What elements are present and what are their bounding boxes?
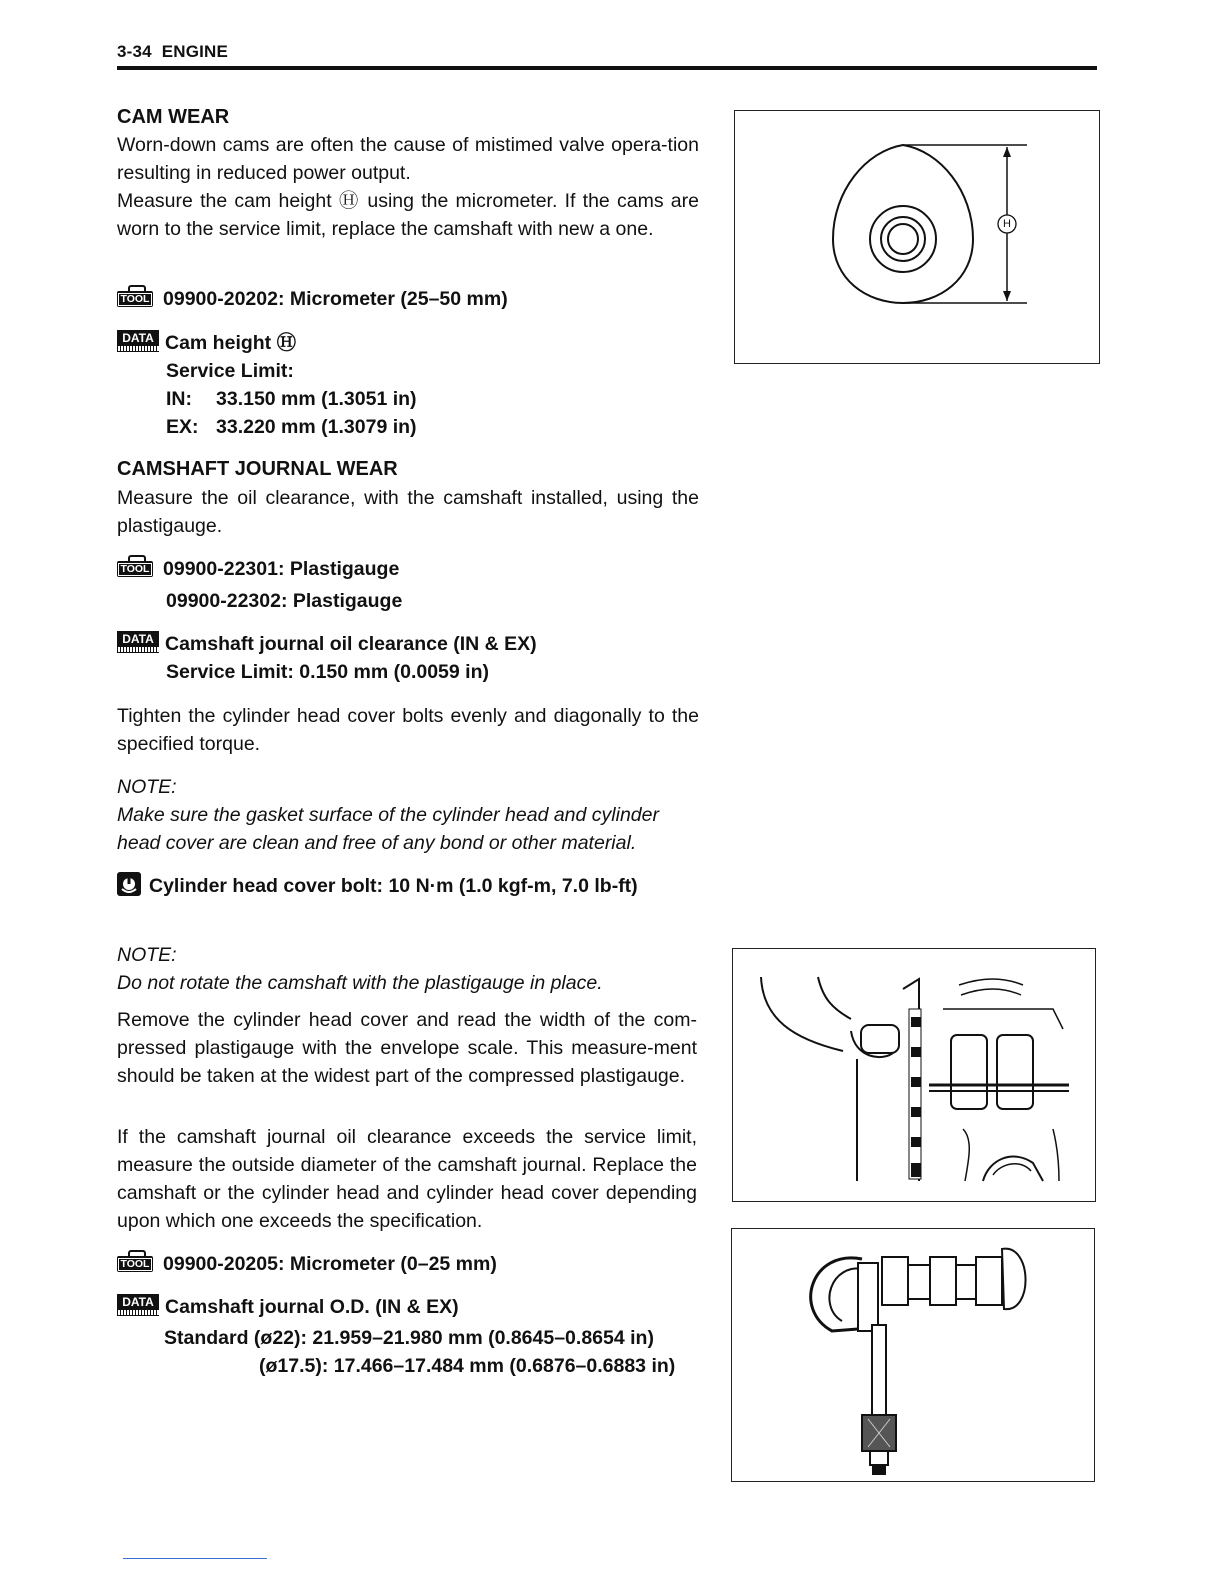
journal-wear-title: CAMSHAFT JOURNAL WEAR (117, 458, 398, 480)
cam-lobe-drawing (735, 111, 1099, 363)
plastigauge-figure (732, 948, 1096, 1202)
tool-icon: TOOL (117, 1250, 155, 1274)
tool-text-2: 09900-22301: Plastigauge (163, 558, 400, 580)
tool-text-1: 09900-20202: Micrometer (25–50 mm) (163, 288, 508, 310)
tool-text-4: 09900-20205: Micrometer (0–25 mm) (163, 1253, 497, 1275)
torque-text: Cylinder head cover bolt: 10 N·m (1.0 kgf-m, 7.0 lb-ft) (149, 875, 638, 897)
in-value: 33.150 mm (1.3051 in) (216, 388, 417, 410)
micrometer-drawing (732, 1229, 1094, 1481)
data-journal-od (117, 1293, 459, 1321)
tool-text-3: 09900-22302: Plastigauge (166, 590, 403, 612)
page-header (117, 42, 228, 62)
section-title: ENGINE (161, 42, 229, 61)
note-2-text: Do not rotate the camshaft with the plastigauge in place. (117, 972, 603, 994)
footer-rule (123, 1558, 267, 1559)
data-icon: DATA (117, 631, 159, 653)
in-label: IN: (166, 388, 192, 410)
clearance-title: Camshaft journal oil clearance (IN & EX) (165, 633, 537, 655)
tool-line-1 (117, 285, 508, 313)
journal-od-title: Camshaft journal O.D. (IN & EX) (165, 1296, 459, 1318)
tool-line-2 (117, 555, 399, 583)
journal-para-4: If the camshaft journal oil clearance exceeds the service limit, measure the outside diameter of the camshaft journal. Replace the camshaft or the cylinder head and cylinder head cover depending upon which one exceeds the specification. (117, 1126, 697, 1232)
note-1-label: NOTE: (117, 776, 177, 798)
tool-icon: TOOL (117, 285, 155, 309)
note-2-label: NOTE: (117, 944, 177, 966)
cam-lobe-figure (734, 110, 1100, 364)
page-number: 3-34 (117, 42, 152, 61)
standard-line-1: Standard (ø22): 21.959–21.980 mm (0.8645–0.8654 in) (164, 1327, 654, 1349)
torque-wrench-icon (117, 872, 141, 896)
micrometer-figure (731, 1228, 1095, 1482)
cam-wear-para-1: Worn-down cams are often the cause of mistimed valve opera-tion resulting in reduced power output. (117, 134, 699, 184)
data-journal-clearance (117, 630, 537, 658)
ex-label: EX: (166, 416, 199, 438)
header-rule (117, 66, 1097, 70)
cam-wear-title: CAM WEAR (117, 106, 230, 128)
plastigauge-drawing (733, 949, 1095, 1201)
data-icon: DATA (117, 1294, 159, 1316)
data-icon: DATA (117, 330, 159, 352)
standard-line-2: (ø17.5): 17.466–17.484 mm (0.6876–0.6883 in) (259, 1355, 676, 1377)
data-cam-height (117, 329, 296, 357)
cam-wear-para-2: Measure the cam height Ⓗ using the micrometer. If the cams are worn to the service limit, replace the camshaft with new a one. (117, 190, 699, 240)
journal-para-1: Measure the oil clearance, with the camshaft installed, using the plastigauge. (117, 487, 699, 537)
note-1-text: Make sure the gasket surface of the cylinder head and cylinder head cover are clean and free of any bond or other material. (117, 804, 659, 854)
ex-value: 33.220 mm (1.3079 in) (216, 416, 417, 438)
clearance-limit: Service Limit: 0.150 mm (0.0059 in) (166, 661, 489, 683)
torque-line (117, 872, 638, 900)
tool-icon: TOOL (117, 555, 155, 579)
tool-line-3 (117, 1250, 497, 1278)
journal-para-3: Remove the cylinder head cover and read the width of the com-pressed plastigauge with the envelope scale. This measure-ment should be taken at the widest part of the compressed plastigauge. (117, 1009, 697, 1087)
cam-height-title: Cam height Ⓗ (165, 332, 297, 354)
cam-height-label: H (1003, 218, 1011, 230)
journal-para-2: Tighten the cylinder head cover bolts evenly and diagonally to the specified torque. (117, 705, 699, 755)
service-limit-label: Service Limit: (166, 360, 294, 382)
